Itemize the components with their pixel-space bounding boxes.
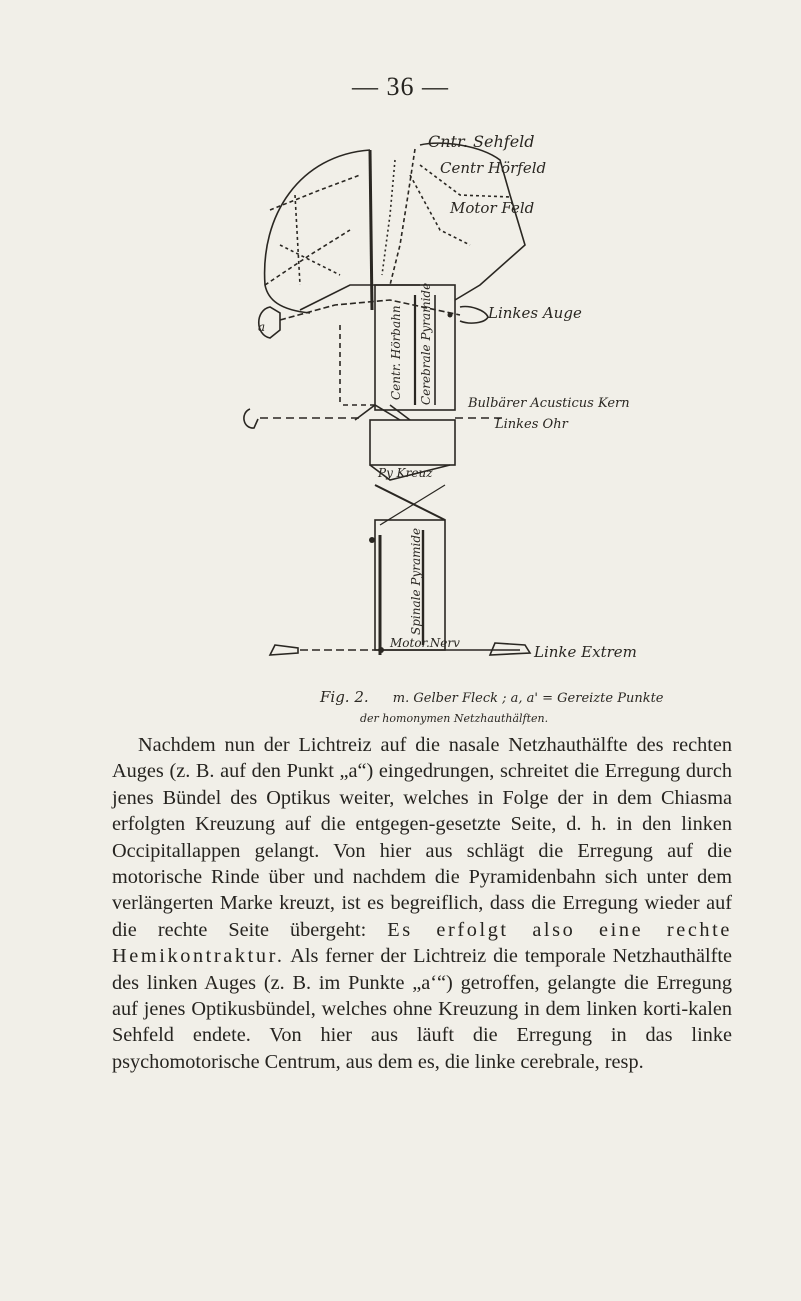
caption-line-1 [320,687,780,709]
caption-figure-label: Fig. 2. [320,688,369,706]
left-hemisphere-outline [265,150,370,313]
label-centr-hoerbahn: Centr. Hörbahn [389,305,403,400]
body-text [112,732,732,1075]
paragraph-text-1: Nachdem nun der Lichtreiz auf die nasale Netzhauthälfte des rechten Auges (z. B. auf den Punkt „a“) eingedrungen, schreitet die Erregung durch jenes Bündel des Optikus weiter, welches in Folge der in dem Chiasma erfolgten Kreuzung auf die entgegen-gesetzte Seite, d. h. in den linken Occipitallappen gelangt. Von hier aus schlägt die Erregung auf die motorische Rinde über und nachdem die Pyramidenbahn sich unter dem verlängerten Marke kreuzt, ist es begreiflich, dass die Erregung wieder auf die rechte Seite übergeht: [112,734,732,941]
paragraph-text-2: Als ferner der Lichtreiz die temporale Netzhauthälfte des linken Auges (z. B. im Punkte „a‘“) getroffen, gelangte die Erregung auf jenes Optikusbündel, welches ohne Kreuzung in dem linken korti-kalen Sehfeld endete. Von hier aus läuft die Erregung in das linke psychomotorische Centrum, aus dem es, die linke cerebrale, resp. [112,945,732,1073]
label-linkes-auge: Linkes Auge [488,304,582,322]
label-point-a: a [258,320,266,334]
page-number: — 36 — [352,72,449,101]
brain-pathway-diagram [240,135,690,680]
label-motor-feld: Motor Feld [450,199,535,217]
py-kreuz-crossing [375,485,445,520]
label-linke-extrem: Linke Extrem [534,643,637,661]
caption-text-1: m. Gelber Fleck ; a, a' = Gereizte Punkte [392,691,664,706]
label-motor-nerv: Motor.Nerv [390,636,460,650]
label-bulbaerer-acusticus-kern: Bulbärer Acusticus Kern [468,396,630,411]
figure-caption [320,687,780,729]
left-foot-icon [490,643,530,655]
caption-line-2: der homonymen Netzhauthälften. [360,712,549,725]
figure-diagram [240,135,690,680]
medulla-outline [370,420,455,465]
label-spinale-pyramide: Spinale Pyramide [409,527,423,635]
label-linkes-ohr: Linkes Ohr [495,417,568,432]
right-hand-icon [270,645,298,655]
label-centr-hoerfeld: Centr Hörfeld [440,159,547,177]
label-py-kreuz: Py Kreuz [378,466,433,480]
label-centr-sehfeld: Cntr. Sehfeld [428,135,535,151]
label-cerebrale-pyramide: Cerebrale Pyramide [419,282,433,405]
ear-icon-left [244,409,258,428]
emphasized-text: Es erfolgt also eine rechte Hemikontraktur. [112,918,732,968]
midline [370,150,372,310]
left-eye-outline [460,307,488,324]
paragraph [112,732,732,1075]
